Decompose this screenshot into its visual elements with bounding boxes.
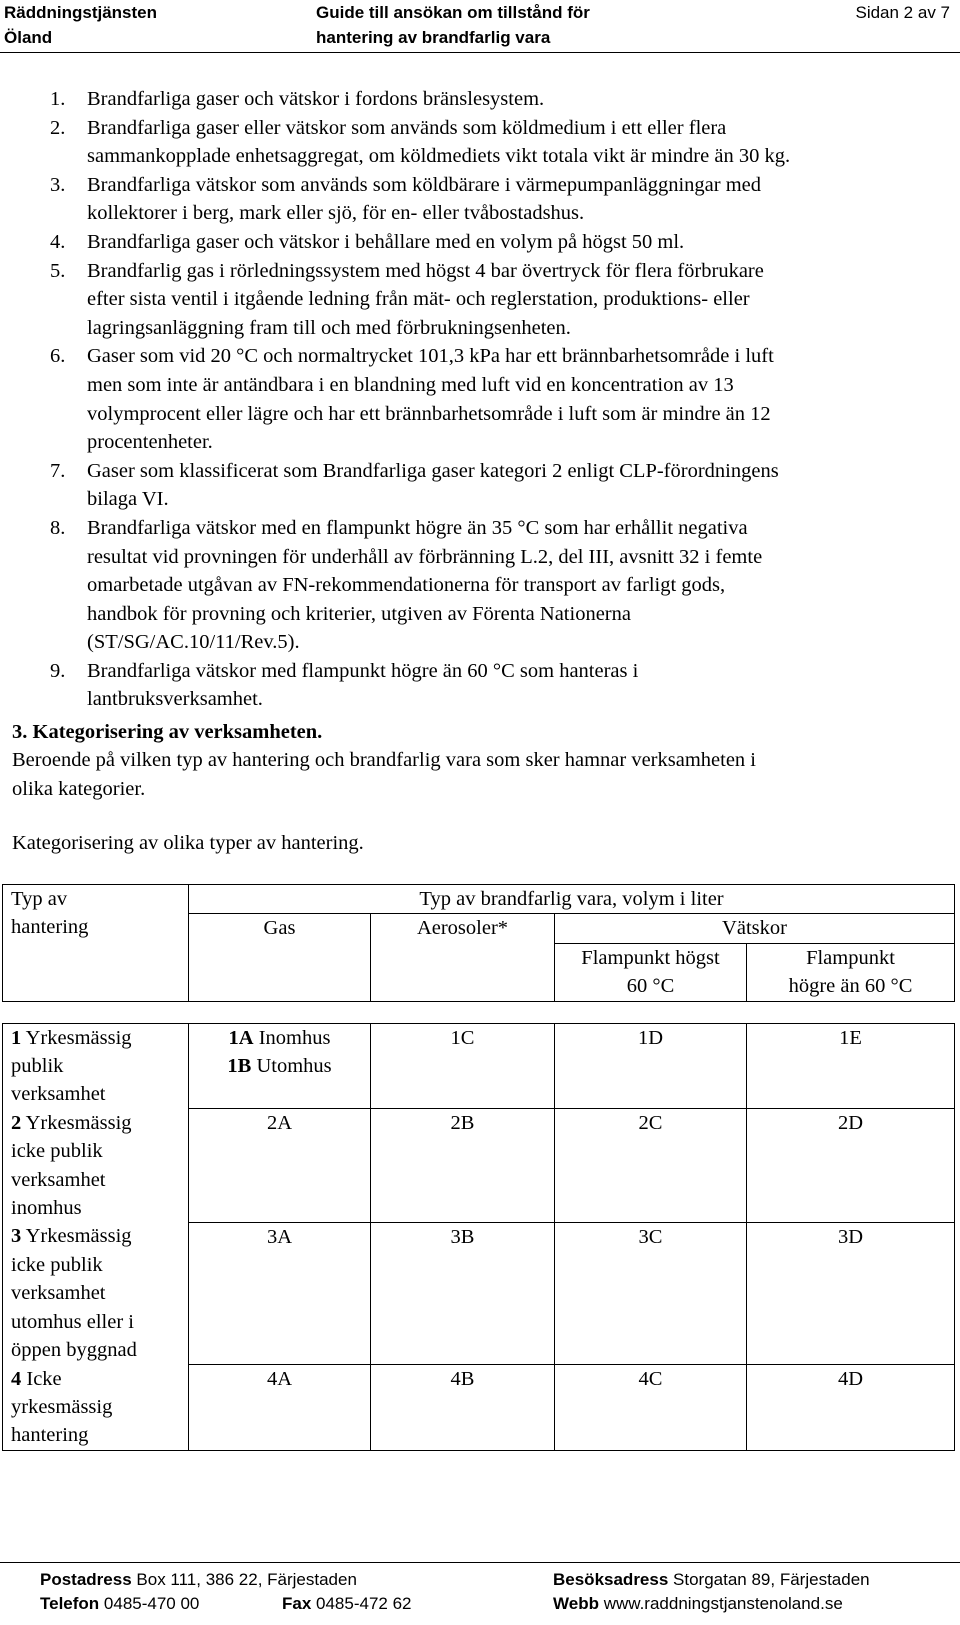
organization-line-1: Räddningstjänsten [4,3,158,22]
phone-number: Telefon 0485-470 00 [40,1594,200,1613]
postal-address: Postadress Box 111, 386 22, Färjestaden [40,1570,357,1589]
gas-cell: 1A Inomhus 1B Utomhus [189,1023,371,1109]
header-aerosols: Aerosoler* [371,914,555,1001]
list-item: 6. Gaser som vid 20 °C och normaltrycket 101,3 kPa har ett brännbarhetsområde i luft men som inte är antändbara i en blandning med luft vid en koncentration av 13 volymprocent eller lägre och har ett brännbarhetsområde i luft som är mindre än 12 procentenheter. [50,345,774,454]
flashpoint-high-cell: 4D [747,1365,955,1451]
visiting-address: Besöksadress Storgatan 89, Färjestaden [553,1570,870,1589]
header-type-of-handling: Typ av hantering [3,885,189,1002]
handling-type-cell: 3 Yrkesmässig icke publik verksamhet utomhus eller i öppen byggnad [3,1222,189,1364]
list-item: 3. Brandfarliga vätskor som används som köldbärare i värmepumpanläggningar med kollektorer i berg, mark eller sjö, för en- eller tvåbostadshus. [50,173,762,225]
exemption-list [0,85,960,714]
flashpoint-high-cell: 3D [747,1222,955,1364]
gas-cell: 3A [189,1222,371,1364]
handling-type-cell: 4 Icke yrkesmässig hantering [3,1365,189,1451]
aerosol-cell: 4B [371,1365,555,1451]
header-liquids: Vätskor [555,914,955,943]
list-item: 2. Brandfarliga gaser eller vätskor som används som köldmedium i ett eller flera sammankopplade enhetsaggregat, om köldmediets vikt totala vikt är mindre än 30 kg. [50,116,791,168]
list-item: 8. Brandfarliga vätskor med en flampunkt högre än 35 °C som har erhållit negativa resultat vid provningen för underhåll av förbränning L.2, del III, avsnitt 32 i femte omarbetade utgåvan av FN-rekommendationerna för transport av farligt gods, handbok för provning och kriterier, utgiven av Förenta Nationerna (ST/SG/AC.10/11/Rev.5). [50,516,763,654]
section-intro: Beroende på vilken typ av hantering och brandfarlig vara som sker hamnar verksamheten i olika kategorier. [12,749,756,800]
header-substance-type: Typ av brandfarlig vara, volym i liter [189,885,955,914]
table-spacer-row [3,1001,955,1023]
organization-name [4,0,204,50]
flashpoint-low-cell: 1D [555,1023,747,1109]
list-item: 9. Brandfarliga vätskor med flampunkt högre än 60 °C som hanteras i lantbruksverksamhet. [50,659,639,711]
page-header [0,0,960,56]
table-header-row [3,885,955,914]
section-heading: 3. Kategorisering av verksamheten. [12,721,323,743]
header-rule [0,52,960,53]
header-gas: Gas [189,914,371,1001]
header-flashpoint-high: Flampunkt högre än 60 °C [747,943,955,1001]
handling-type-cell: 2 Yrkesmässig icke publik verksamhet inomhus [3,1109,189,1223]
header-flashpoint-low: Flampunkt högst 60 °C [555,943,747,1001]
flashpoint-high-cell: 1E [747,1023,955,1109]
gas-cell: 4A [189,1365,371,1451]
handling-type-cell: 1 Yrkesmässig publik verksamhet [3,1023,189,1109]
flashpoint-high-cell: 2D [747,1109,955,1223]
table-row [3,1365,955,1451]
table-caption: Kategorisering av olika typer av hantering. [12,832,364,854]
table-row [3,1222,955,1364]
table-row [3,1109,955,1223]
aerosol-cell: 1C [371,1023,555,1109]
flashpoint-low-cell: 4C [555,1365,747,1451]
page-footer [0,1568,960,1616]
document-title-line-2: hantering av brandfarlig vara [316,28,551,47]
table-row [3,1023,955,1109]
list-item: 1. Brandfarliga gaser och vätskor i fordons bränslesystem. [50,88,545,110]
aerosol-cell: 3B [371,1222,555,1364]
document-title-line-1: Guide till ansökan om tillstånd för [316,3,590,22]
organization-line-2: Öland [4,28,53,47]
categorization-table [2,884,955,1451]
flashpoint-low-cell: 2C [555,1109,747,1223]
document-title [316,0,656,50]
flashpoint-low-cell: 3C [555,1222,747,1364]
page-number: Sidan 2 av 7 [855,3,950,22]
list-item: 4. Brandfarliga gaser och vätskor i behållare med en volym på högst 50 ml. [50,230,685,253]
footer-rule [0,1562,960,1563]
gas-cell: 2A [189,1109,371,1223]
website-link[interactable]: Webb www.raddningstjanstenoland.se [553,1594,843,1613]
list-item: 5. Brandfarlig gas i rörledningssystem med högst 4 bar övertryck för flera förbrukare efter sista ventil i itgående ledning från mät- och reglerstation, produktions- eller lagringsanläggning fram till och med förbrukningsenheten. [50,259,764,339]
list-item: 7. Gaser som klassificerat som Brandfarliga gaser kategori 2 enligt CLP-förordningens bilaga VI. [50,459,779,511]
fax-number: Fax 0485-472 62 [282,1594,412,1613]
aerosol-cell: 2B [371,1109,555,1223]
